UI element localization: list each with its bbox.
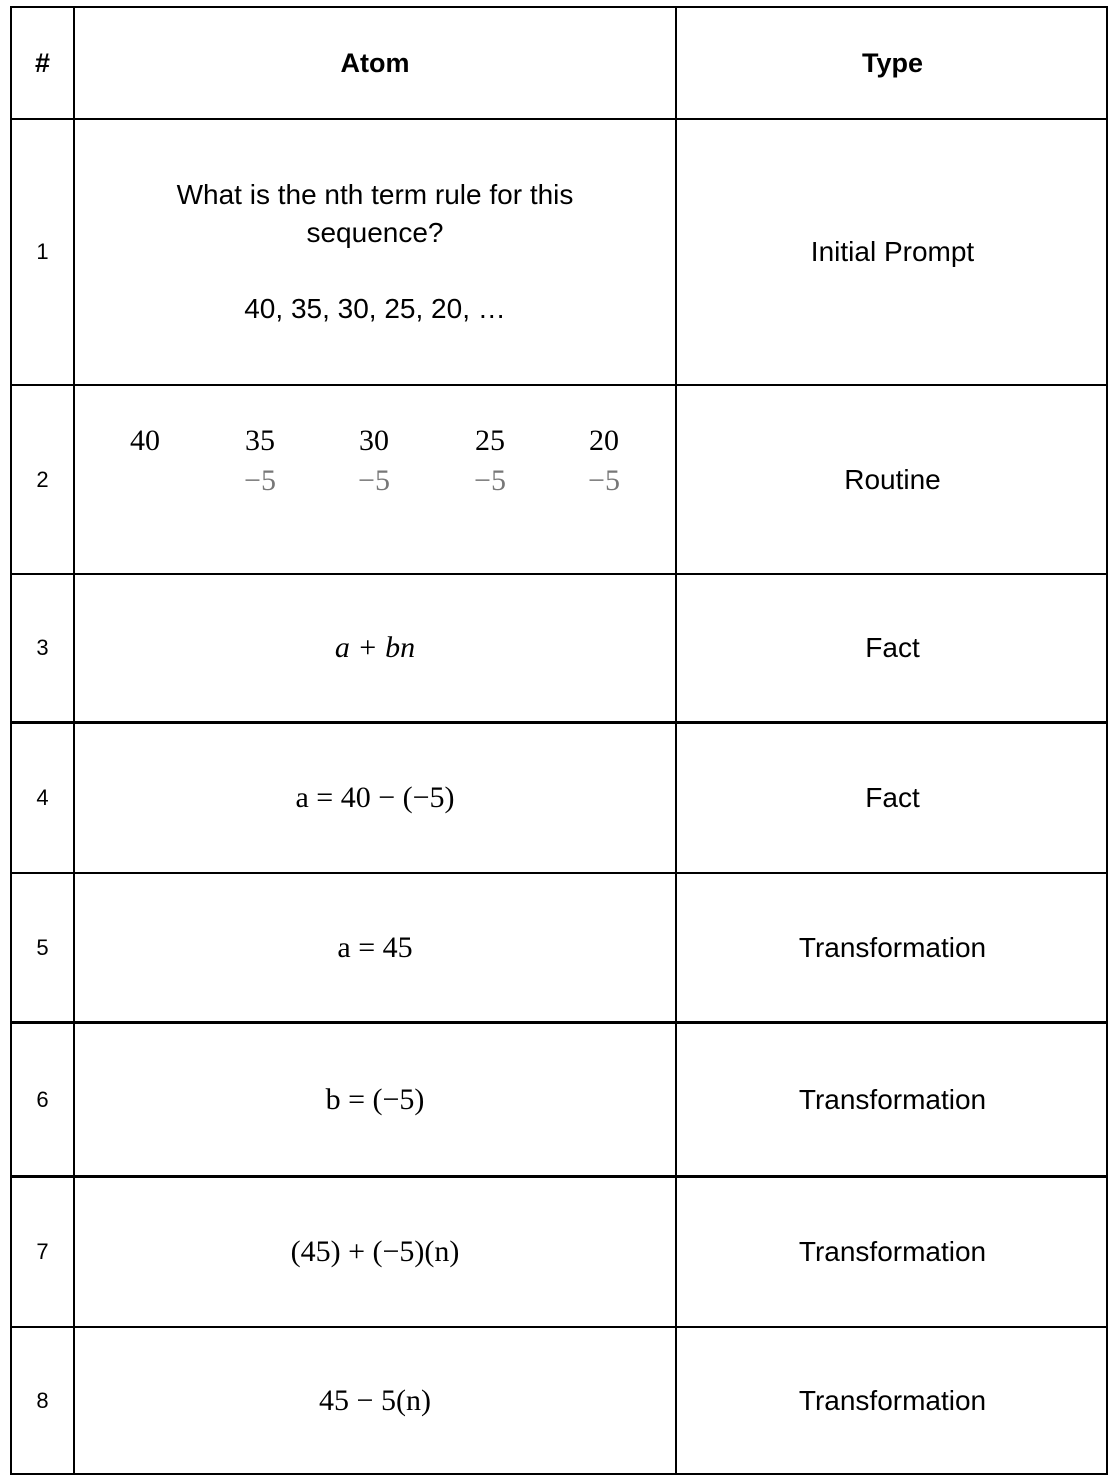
- row-number: 4: [36, 785, 49, 810]
- term-difference: −5: [244, 464, 276, 497]
- atom-cell: [75, 1024, 675, 1175]
- prompt-question: What is the nth term rule for this sequence?: [176, 179, 574, 248]
- atom-expression: 45 − 5(n): [319, 1383, 431, 1417]
- row-number: 8: [36, 1387, 49, 1413]
- atom-expression: a + bn: [334, 631, 416, 664]
- header-atom: Atom: [340, 47, 410, 78]
- row-number: 6: [36, 1086, 49, 1112]
- atom-cell: [75, 1178, 675, 1326]
- type-cell: Transformation: [798, 1384, 987, 1416]
- term-difference: −5: [474, 464, 506, 497]
- sequence-term: 40: [130, 424, 160, 457]
- atom-cell: [75, 724, 675, 872]
- row-number: 7: [36, 1239, 49, 1264]
- type-cell: Transformation: [798, 1236, 987, 1267]
- atoms-table: [10, 6, 1108, 1475]
- header-type: Type: [861, 47, 923, 78]
- type-cell: Fact: [865, 632, 920, 663]
- type-cell: Routine: [844, 463, 941, 495]
- atom-expression: b = (−5): [325, 1082, 425, 1116]
- atom-cell: [75, 874, 675, 1021]
- type-cell: Transformation: [798, 931, 987, 963]
- sequence-term: 30: [359, 424, 389, 457]
- atom-expression: a = 40 − (−5): [295, 781, 455, 814]
- atom-cell: [75, 575, 675, 721]
- sequence-term: 35: [245, 424, 275, 457]
- atom-cell: [75, 1328, 675, 1473]
- row-number: 1: [36, 239, 49, 264]
- type-cell: Fact: [865, 782, 920, 813]
- row-number: 5: [36, 934, 49, 960]
- sequence-term: 20: [589, 424, 619, 457]
- term-difference: −5: [358, 464, 390, 497]
- row-number: 2: [36, 466, 49, 492]
- sequence-term: 25: [475, 424, 505, 457]
- header-number: #: [34, 47, 51, 78]
- routine-differences: [75, 386, 675, 573]
- type-cell: Transformation: [798, 1083, 987, 1115]
- prompt-sequence: 40, 35, 30, 25, 20, …: [244, 293, 506, 324]
- term-difference: −5: [588, 464, 620, 497]
- row-number: 3: [36, 635, 49, 660]
- type-cell: Initial Prompt: [810, 236, 975, 267]
- atom-expression: (45) + (−5)(n): [290, 1235, 460, 1268]
- atom-cell: [75, 120, 675, 384]
- atom-expression: a = 45: [337, 930, 413, 964]
